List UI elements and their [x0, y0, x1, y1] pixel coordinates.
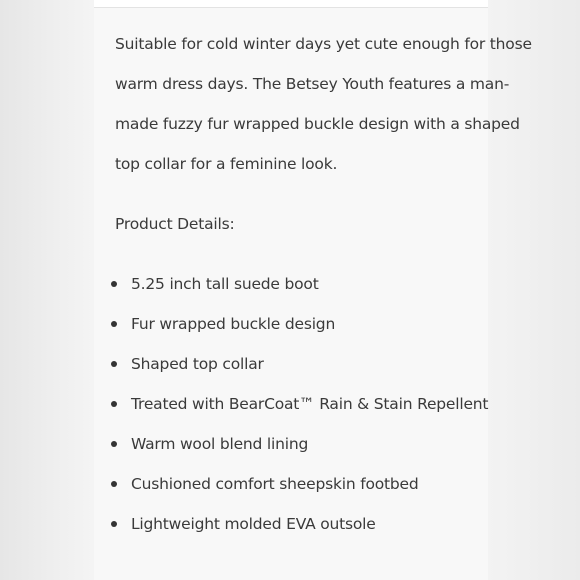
list-item-text: Treated with BearCoat™ Rain & Stain Repellent — [131, 395, 489, 413]
product-description-panel — [94, 0, 532, 580]
bullet-icon — [111, 441, 117, 447]
bullet-icon — [111, 401, 117, 407]
description-line: warm dress days. The Betsey Youth features a man- — [115, 75, 510, 93]
list-item — [115, 424, 488, 464]
list-item-text: Fur wrapped buckle design — [131, 315, 336, 333]
list-item-text: 5.25 inch tall suede boot — [131, 275, 319, 293]
product-features-list — [115, 264, 488, 544]
bullet-icon — [111, 361, 117, 367]
bullet-icon — [111, 521, 117, 527]
list-item-text: Lightweight molded EVA outsole — [131, 515, 376, 533]
list-item-text: Warm wool blend lining — [131, 435, 309, 453]
list-item-text: Cushioned comfort sheepskin footbed — [131, 475, 419, 493]
description-line: Suitable for cold winter days yet cute enough for those — [115, 35, 532, 53]
list-item — [115, 504, 488, 544]
list-item — [115, 304, 488, 344]
top-divider — [94, 0, 488, 8]
bullet-icon — [111, 321, 117, 327]
bullet-icon — [111, 281, 117, 287]
description-line: top collar for a feminine look. — [115, 155, 338, 173]
list-item — [115, 344, 488, 384]
description-line: made fuzzy fur wrapped buckle design with a shaped — [115, 115, 520, 133]
list-item — [115, 384, 488, 424]
product-description — [115, 24, 535, 184]
bullet-icon — [111, 481, 117, 487]
list-item-text: Shaped top collar — [131, 355, 264, 373]
list-item — [115, 264, 488, 304]
background-left — [0, 0, 94, 580]
list-item — [115, 464, 488, 504]
product-details-heading: Product Details: — [115, 215, 235, 233]
